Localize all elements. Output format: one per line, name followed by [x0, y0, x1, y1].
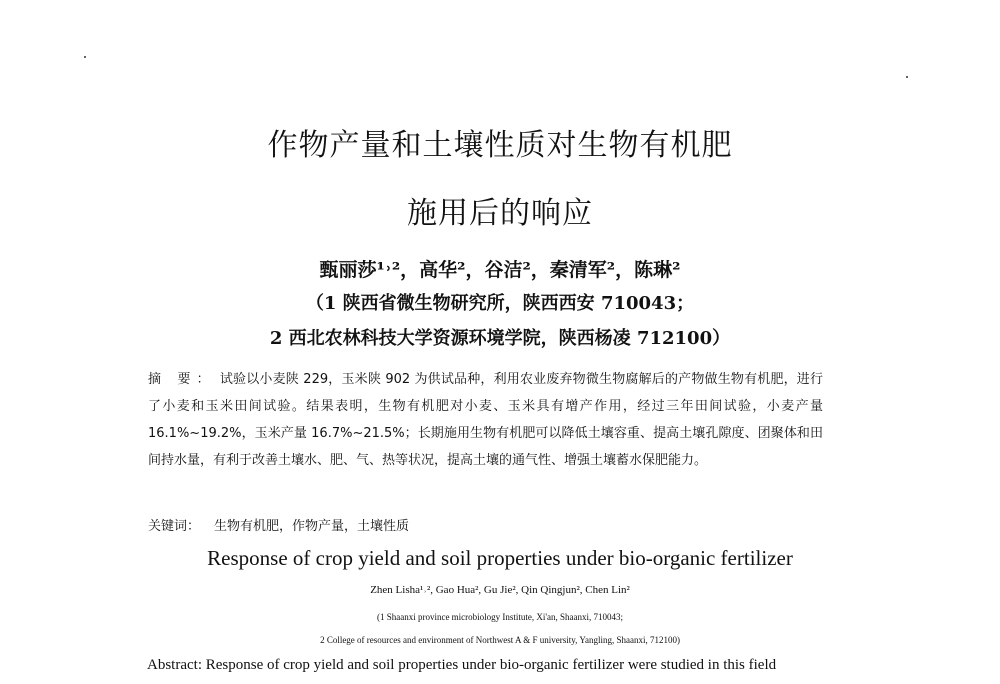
scan-speck: [906, 76, 908, 78]
abstract-en: Abstract: Response of crop yield and soil properties under bio-organic fertilizer were studied in this field: [147, 657, 777, 673]
abstract-label: 摘 要：: [148, 372, 216, 387]
keywords-cn: [148, 515, 409, 534]
abstract-cn-text: 试验以小麦陕 229，玉米陕 902 为供试品种，利用农业废弃物微生物腐解后的产物做生物有机肥，进行了小麦和玉米田间试验。结果表明，生物有机肥对小麦、玉米具有增产作用，经过三年田间试验，小麦产量 16.1%~19.2%，玉米产量 16.7%~21.5%；长期施用生物有机肥可以降低土壤容重、提高土壤孔隙度、团聚体和田间持水量，有利于改善土壤水、肥、气、热等状况，提高土壤的通气性、增强土壤蓄水保肥能力。: [148, 372, 823, 468]
affiliation-en-2: 2 College of resources and environment of Northwest A & F university, Yangling, Shaanxi, 712100): [320, 635, 680, 645]
title-cn-line1: 作物产量和土壤性质对生物有机肥: [267, 128, 733, 163]
keywords-label: 关键词：: [148, 519, 201, 534]
scan-speck: [84, 56, 86, 58]
affiliation-en-1: (1 Shaanxi province microbiology Institute, Xi'an, Shaanxi, 710043;: [376, 612, 624, 622]
keywords-cn-text: 生物有机肥，作物产量，土壤性质: [214, 519, 410, 534]
title-cn-line2: 施用后的响应: [407, 196, 593, 231]
authors-cn: 甄丽莎¹˒²，高华²，谷洁²，秦清军²，陈琳²: [319, 259, 681, 281]
affiliation-cn-2: 2 西北农林科技大学资源环境学院，陕西杨凌 712100）: [269, 328, 731, 349]
abstract-cn: [148, 366, 823, 474]
authors-en: Zhen Lisha¹˒², Gao Hua², Gu Jie², Qin Qingjun², Chen Lin²: [370, 584, 630, 596]
title-en: Response of crop yield and soil properties under bio-organic fertilizer: [207, 546, 793, 570]
affiliation-cn-1: （1 陕西省微生物研究所，陕西西安 710043；: [305, 293, 695, 314]
